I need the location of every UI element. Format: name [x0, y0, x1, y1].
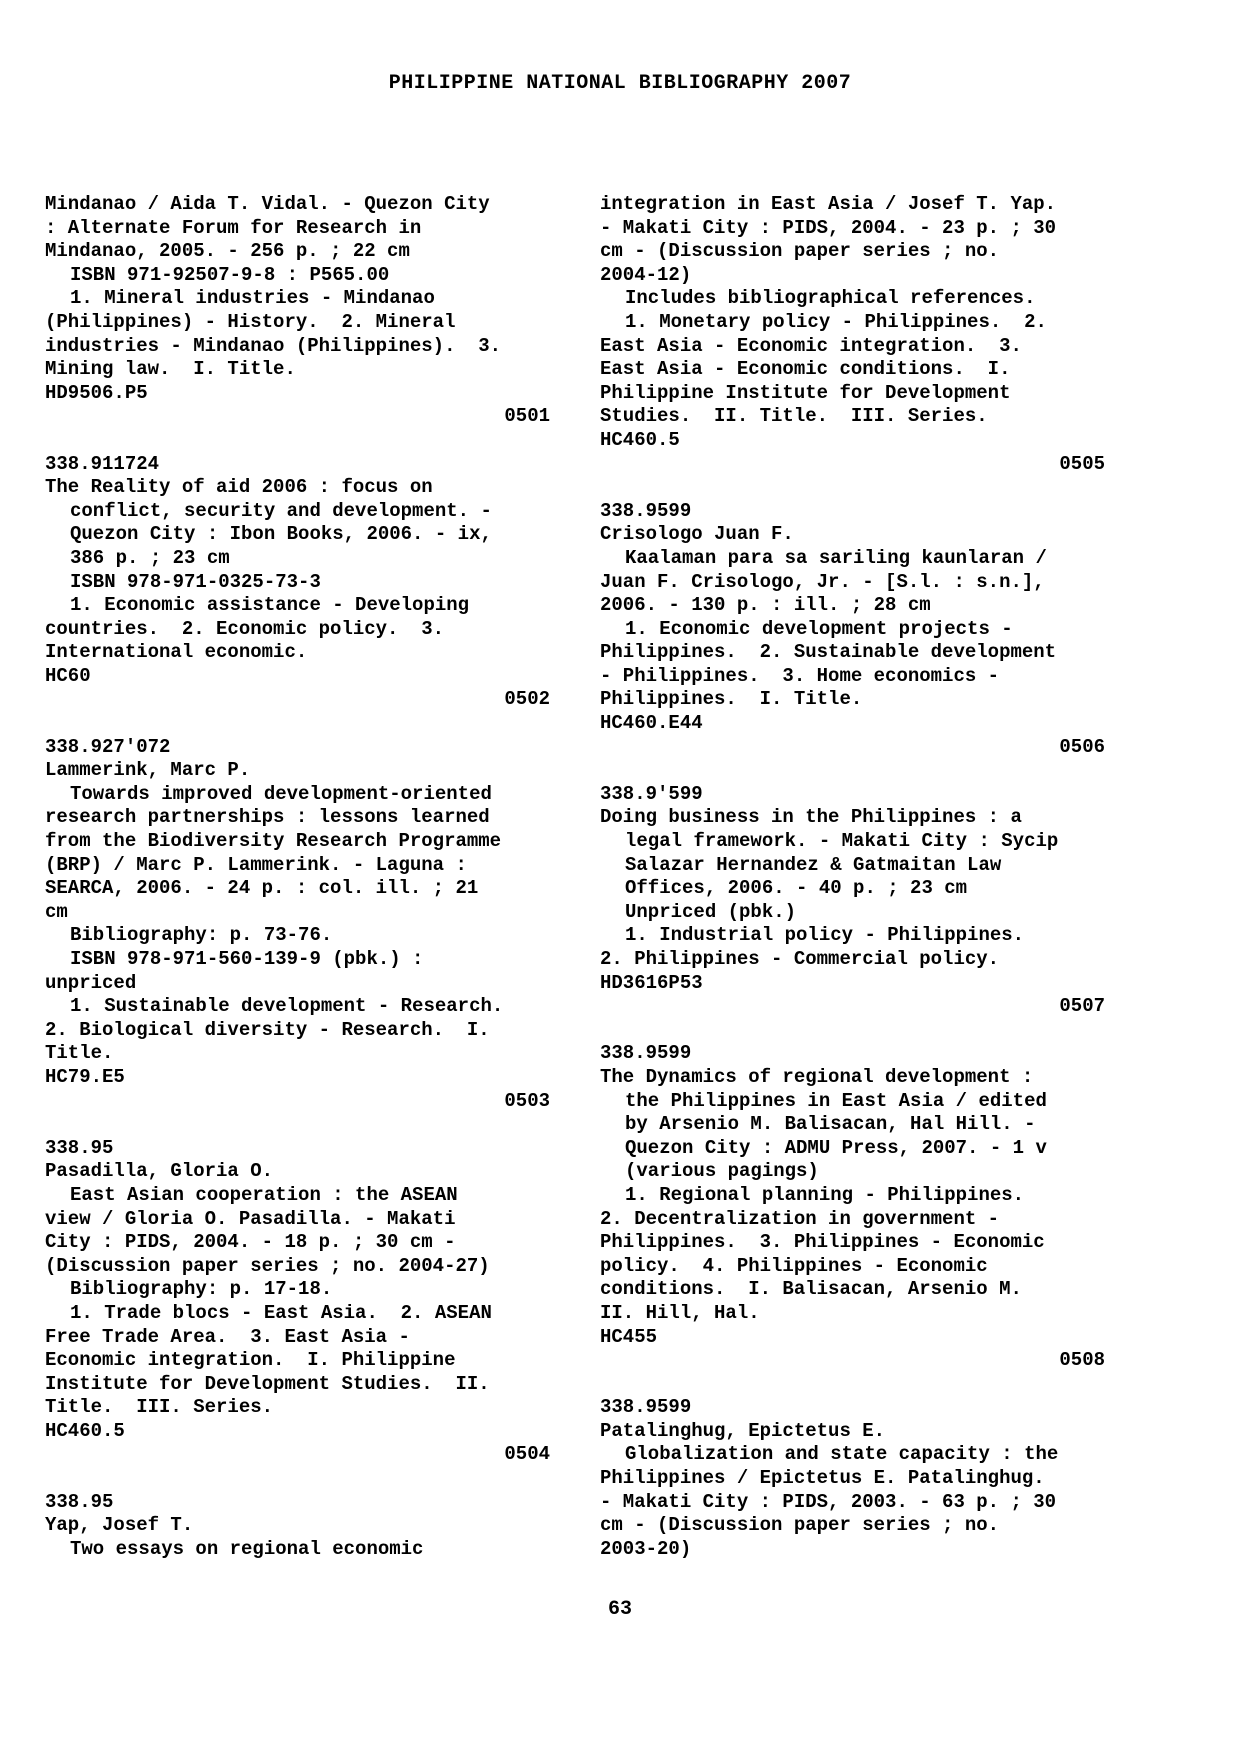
entry-line: Mindanao / Aida T. Vidal. - Quezon City: [45, 193, 490, 215]
entry-line: countries. 2. Economic policy. 3.: [45, 617, 445, 640]
entry-number: 0507: [1059, 995, 1105, 1018]
entry-line: HC460.5: [45, 1419, 125, 1442]
entry-line: II. Hill, Hal.: [600, 1301, 760, 1324]
entry-spacer: [600, 759, 1120, 783]
entry-line: Philippines. I. Title.: [600, 688, 863, 711]
entry-line: the Philippines in East Asia / edited: [625, 1089, 1047, 1112]
entry-spacer: [600, 1373, 1120, 1397]
entry-line: Patalinghug, Epictetus E.: [600, 1419, 886, 1442]
entry-line: Salazar Hernandez & Gatmaitan Law: [625, 853, 1002, 876]
entry-line: Unpriced (pbk.): [625, 900, 797, 923]
entry-line: Studies. II. Title. III. Series.: [600, 405, 988, 428]
entry-line: - Makati City : PIDS, 2003. - 63 p. ; 30: [600, 1490, 1057, 1513]
page-number: 63: [607, 1598, 632, 1621]
entry-line: cm - (Discussion paper series ; no.: [600, 240, 1000, 263]
entry-line: conditions. I. Balisacan, Arsenio M.: [600, 1278, 1022, 1301]
entry-line: 2. Philippines - Commercial policy.: [600, 948, 1000, 970]
entry-line: HC79.E5: [45, 1065, 125, 1088]
entry-line: HC460.E44: [600, 712, 703, 735]
entry-line: 338.95: [45, 1490, 114, 1513]
entry-line: Kaalaman para sa sariling kaunlaran /: [625, 546, 1047, 569]
entry-number: 0501: [504, 405, 550, 428]
entry-spacer: [45, 1467, 565, 1491]
entry-line: Philippines. 2. Sustainable development: [600, 641, 1057, 664]
entry-spacer: [45, 1113, 565, 1137]
entry-line: Mining law. I. Title.: [45, 358, 296, 381]
entry-line: 1. Economic development projects -: [625, 617, 1013, 640]
entry-line: Two essays on regional economic: [70, 1537, 424, 1560]
entry-line: Mindanao, 2005. - 256 p. ; 22 cm: [45, 240, 410, 263]
entry-line: Towards improved development-oriented: [70, 782, 492, 805]
entry-line: 338.9599: [600, 499, 692, 522]
entry-line: HD3616P53: [600, 971, 703, 994]
entry-line: 338.911724: [45, 452, 160, 475]
entry-line: 338.9599: [600, 1042, 692, 1065]
entry-line: City : PIDS, 2004. - 18 p. ; 30 cm -: [45, 1231, 456, 1254]
right-column: [600, 193, 1120, 1561]
entry-line: 1. Trade blocs - East Asia. 2. ASEAN: [70, 1301, 492, 1324]
entry-number: 0503: [504, 1089, 550, 1112]
entry-line: 2. Biological diversity - Research. I.: [45, 1018, 490, 1041]
entry-line: Quezon City : ADMU Press, 2007. - 1 v: [625, 1136, 1047, 1159]
entry-line: Pasadilla, Gloria O.: [45, 1160, 274, 1183]
entry-line: Doing business in the Philippines : a: [600, 806, 1022, 829]
entry-line: research partnerships : lessons learned: [45, 806, 490, 829]
entry-line: Philippine Institute for Development: [600, 381, 1011, 404]
entry-line: East Asia - Economic integration. 3.: [600, 334, 1022, 357]
entry-line: (Philippines) - History. 2. Mineral: [45, 310, 456, 333]
entry-line: cm - (Discussion paper series ; no.: [600, 1514, 1000, 1537]
entry-line: HC60: [45, 664, 91, 687]
entry-line: - Philippines. 3. Home economics -: [600, 664, 1000, 687]
entry-line: industries - Mindanao (Philippines). 3.: [45, 334, 502, 357]
entry-number: 0506: [1059, 735, 1105, 758]
entry-line: HC455: [600, 1325, 658, 1348]
entry-line: conflict, security and development. -: [70, 499, 492, 522]
entry-line: (various pagings): [625, 1160, 819, 1183]
entry-line: Bibliography: p. 17-18.: [70, 1278, 333, 1301]
entry-line: Title. III. Series.: [45, 1396, 274, 1419]
entry-line: cm: [45, 900, 68, 923]
entry-line: East Asian cooperation : the ASEAN: [70, 1183, 458, 1206]
entry-line: 338.9599: [600, 1396, 692, 1419]
entry-line: by Arsenio M. Balisacan, Hal Hill. -: [625, 1113, 1036, 1136]
entry-line: Quezon City : Ibon Books, 2006. - ix,: [70, 523, 492, 546]
entry-line: 2006. - 130 p. : ill. ; 28 cm: [600, 594, 931, 617]
entry-line: 338.9'599: [600, 782, 703, 805]
entry-spacer: [600, 1019, 1120, 1043]
entry-line: SEARCA, 2006. - 24 p. : col. ill. ; 21: [45, 877, 479, 900]
entry-line: Includes bibliographical references.: [625, 287, 1036, 310]
entry-number: 0505: [1059, 452, 1105, 475]
entry-number: 0508: [1059, 1349, 1105, 1372]
entry-number: 0502: [504, 688, 550, 711]
entry-spacer: [45, 712, 565, 736]
entry-line: unpriced: [45, 971, 137, 994]
entry-line: (Discussion paper series ; no. 2004-27): [45, 1254, 490, 1277]
left-column: [45, 193, 565, 1561]
entry-line: - Makati City : PIDS, 2004. - 23 p. ; 30: [600, 216, 1057, 239]
entry-line: HD9506.P5: [45, 381, 148, 404]
entry-line: Free Trade Area. 3. East Asia -: [45, 1325, 410, 1348]
entry-line: 1. Mineral industries - Mindanao: [70, 287, 435, 310]
entry-line: ISBN 978-971-0325-73-3: [70, 570, 321, 593]
entry-line: ISBN 971-92507-9-8 : P565.00: [70, 263, 390, 286]
entry-line: legal framework. - Makati City : Sycip: [625, 830, 1059, 853]
entry-line: 2. Decentralization in government -: [600, 1207, 1000, 1230]
entry-line: Institute for Development Studies. II.: [45, 1372, 490, 1395]
entry-line: : Alternate Forum for Research in: [45, 216, 422, 239]
entry-line: Globalization and state capacity : the: [625, 1443, 1059, 1466]
entry-spacer: [45, 429, 565, 453]
entry-line: Offices, 2006. - 40 p. ; 23 cm: [625, 877, 968, 900]
entry-line: Title.: [45, 1042, 114, 1065]
entry-line: 338.927'072: [45, 735, 171, 758]
entry-line: (BRP) / Marc P. Lammerink. - Laguna :: [45, 853, 467, 876]
entry-line: Philippines. 3. Philippines - Economic: [600, 1231, 1045, 1254]
entry-line: Lammerink, Marc P.: [45, 759, 251, 782]
page-header: PHILIPPINE NATIONAL BIBLIOGRAPHY 2007: [388, 72, 852, 95]
entry-line: HC460.5: [600, 428, 680, 451]
entry-line: Bibliography: p. 73-76.: [70, 924, 333, 947]
entry-line: 2004-12): [600, 263, 692, 286]
entry-line: 2003-20): [600, 1537, 692, 1560]
entry-line: 386 p. ; 23 cm: [70, 546, 230, 569]
entry-line: Juan F. Crisologo, Jr. - [S.l. : s.n.],: [600, 570, 1045, 593]
entry-line: The Dynamics of regional development :: [600, 1065, 1034, 1088]
entry-line: integration in East Asia / Josef T. Yap.: [600, 193, 1057, 215]
entry-line: East Asia - Economic conditions. I.: [600, 358, 1011, 381]
entry-line: 338.95: [45, 1136, 114, 1159]
entry-line: 1. Monetary policy - Philippines. 2.: [625, 310, 1047, 333]
entry-line: 1. Industrial policy - Philippines.: [625, 924, 1025, 947]
entry-line: International economic.: [45, 641, 308, 664]
entry-line: policy. 4. Philippines - Economic: [600, 1254, 988, 1277]
entry-line: from the Biodiversity Research Programme: [45, 830, 502, 853]
entry-number: 0504: [504, 1443, 550, 1466]
entry-line: Crisologo Juan F.: [600, 523, 794, 546]
entry-line: ISBN 978-971-560-139-9 (pbk.) :: [70, 948, 424, 970]
entry-line: Yap, Josef T.: [45, 1514, 194, 1537]
entry-line: 1. Sustainable development - Research.: [70, 995, 504, 1018]
entry-spacer: [600, 476, 1120, 500]
entry-line: 1. Economic assistance - Developing: [70, 594, 470, 617]
entry-line: The Reality of aid 2006 : focus on: [45, 476, 433, 499]
entry-line: 1. Regional planning - Philippines.: [625, 1183, 1025, 1206]
entry-line: Economic integration. I. Philippine: [45, 1349, 456, 1372]
entry-line: Philippines / Epictetus E. Patalinghug.: [600, 1467, 1045, 1490]
entry-line: view / Gloria O. Pasadilla. - Makati: [45, 1207, 456, 1230]
